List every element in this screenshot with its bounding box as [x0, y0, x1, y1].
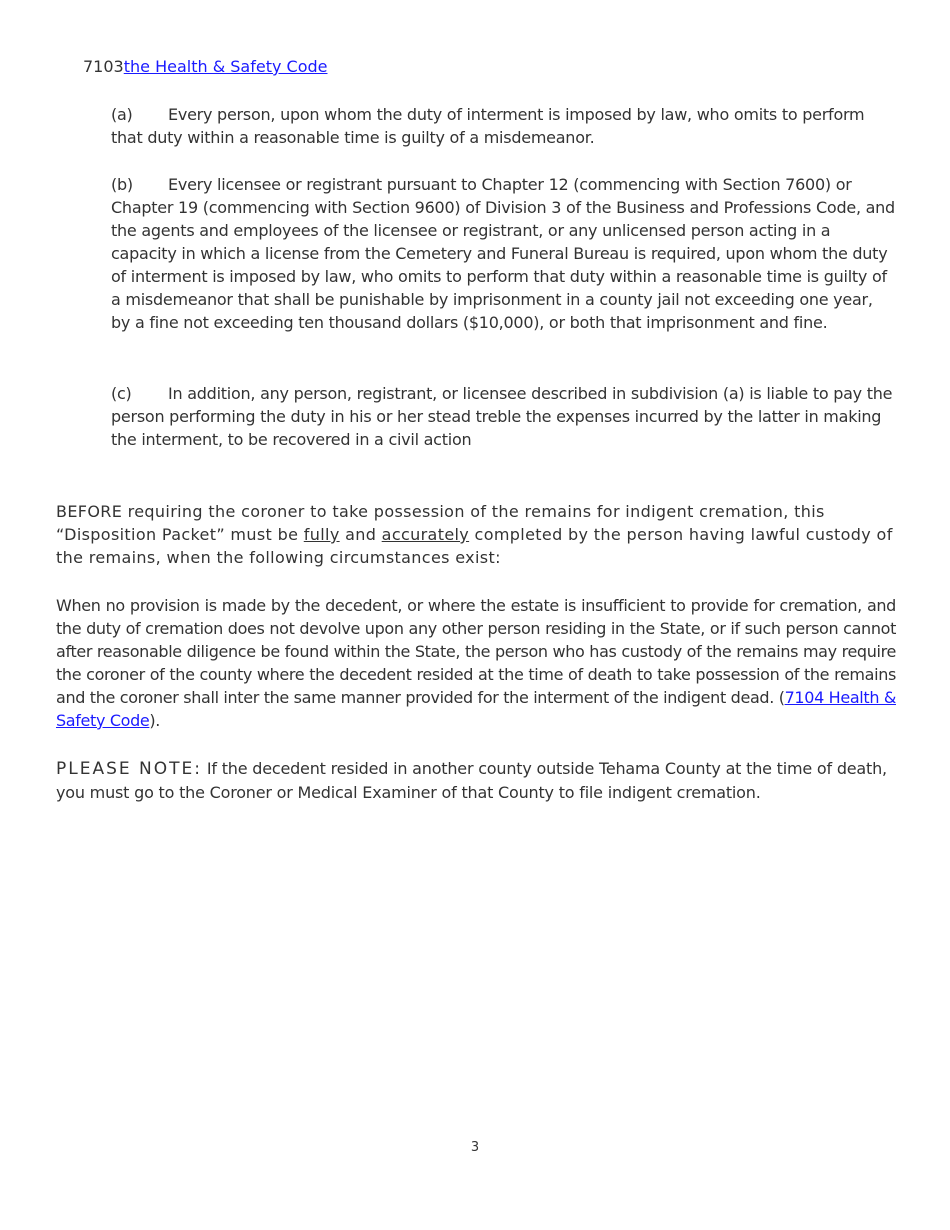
- before-text-part1: BEFORE requiring the coroner to take possession of the remains for indigent cremation, this “Disposition Packet” must be: [56, 502, 825, 544]
- accurately-emphasis: accurately: [381, 525, 470, 544]
- health-safety-code-link[interactable]: the Health & Safety Code: [123, 57, 328, 76]
- please-note-label: PLEASE NOTE:: [56, 759, 202, 779]
- subdivision-c-label: (c): [111, 384, 132, 403]
- before-paragraph: [56, 500, 896, 569]
- please-note-paragraph: [56, 757, 896, 804]
- subdivision-a-label: (a): [111, 105, 133, 124]
- subdivision-b-label: (b): [111, 175, 133, 194]
- section-number: 7103: [83, 57, 124, 76]
- before-and: and: [339, 525, 382, 544]
- section-heading: [83, 56, 327, 78]
- when-paragraph: [56, 594, 896, 732]
- subdivision-b-text: Every licensee or registrant pursuant to Chapter 12 (commencing with Section 7600) or Chapter 19 (commencing with Section 9600) of Division 3 of the Business and Professions Code, and the agents and employees of the licensee or registrant, or any unlicensed person acting in a capacity in which a license from the Cemetery and Funeral Bureau is required, upon whom the duty of interment is imposed by law, who omits to perform that duty within a reasonable time is guilty of a misdemeanor that shall be punishable by imprisonment in a county jail not exceeding one year, by a fine not exceeding ten thousand dollars ($10,000), or both that imprisonment and fine.: [111, 175, 895, 332]
- page-number: 3: [470, 1140, 480, 1155]
- subdivision-b: [111, 173, 896, 334]
- when-text: When no provision is made by the decedent, or where the estate is insufficient to provide for cremation, and the duty of cremation does not devolve upon any other person residing in the State, or if such person cannot after reasonable diligence be found within the State, the person who has custody of the remains may require the coroner of the county where the decedent resided at the time of death to take possession of the remains and the coroner shall inter the same manner provided for the interment of the indigent dead. (: [56, 596, 896, 707]
- subdivision-c-text: In addition, any person, registrant, or licensee described in subdivision (a) is liable to pay the person performing the duty in his or her stead treble the expenses incurred by the latter in making the interment, to be recovered in a civil action: [111, 384, 893, 449]
- health-safety-code-7104-link[interactable]: 7104 Health & Safety Code: [56, 688, 896, 730]
- before-text-part2: completed by the person having lawful custody of the remains, when the following circumstances exist:: [56, 525, 893, 567]
- subdivision-a: [111, 103, 896, 149]
- subdivision-a-text: Every person, upon whom the duty of interment is imposed by law, who omits to perform that duty within a reasonable time is guilty of a misdemeanor.: [111, 105, 865, 147]
- when-end: ).: [149, 711, 161, 730]
- fully-emphasis: fully: [303, 525, 340, 544]
- subdivision-c: [111, 382, 896, 451]
- please-note-text: If the decedent resided in another county outside Tehama County at the time of death, you must go to the Coroner or Medical Examiner of that County to file indigent cremation.: [56, 759, 887, 802]
